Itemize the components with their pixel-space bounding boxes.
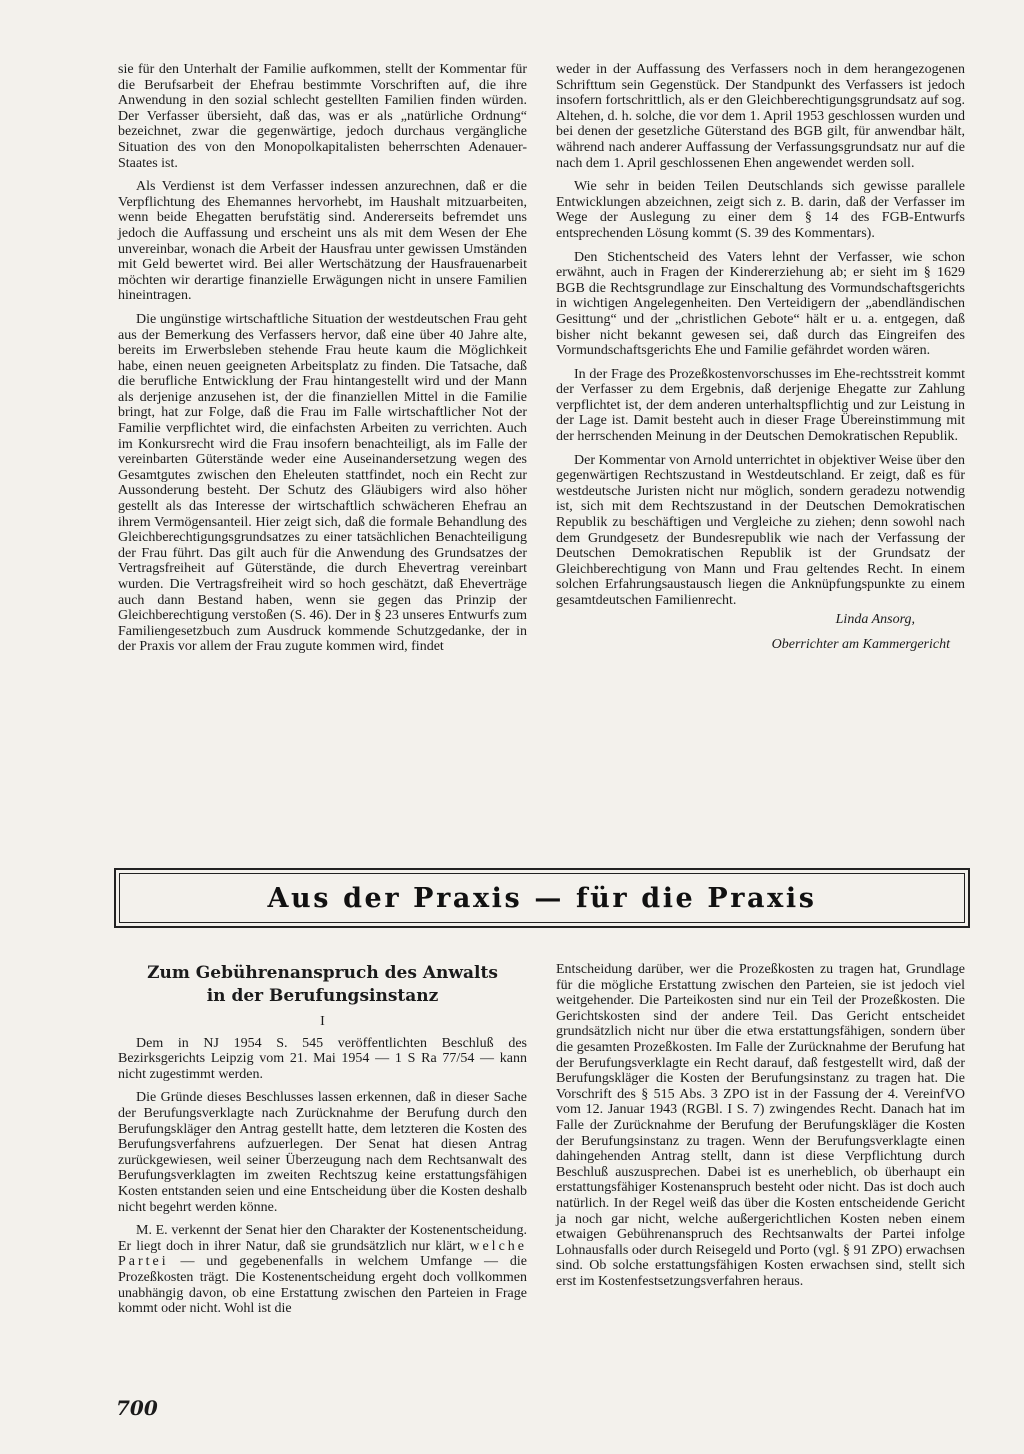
paragraph bbox=[118, 1223, 527, 1317]
paragraph: weder in der Auffassung des Verfassers noch in dem herangezogenen Schrifttum sein Gegenstück. Der Standpunkt des Verfassers ist jedoch insofern fortschrittlich, als er den Gleichberechtigungsgrundsatz auf sog. Altehen, d. h. solche, die vor dem 1. April 1953 geschlossen wurden und bei denen der gesetzliche Güterstand des BGB gilt, für anwendbar hält, während nach anderer Auffassung der Verfassungsgrundsatz nur auf die nach dem 1. April geschlossenen Ehen angewendet werden soll. bbox=[556, 62, 965, 171]
text-run: — und gegebenenfalls in welchem Umfange — die Prozeßkosten trägt. Die Kostenentscheidung ergeht doch vollkommen unabhängig davon, ob eine Erstattung zwischen den Parteien in Frage kommt oder nicht. Wohl ist die bbox=[118, 1254, 528, 1317]
page-number: 700 bbox=[116, 1396, 158, 1420]
paragraph: Die ungünstige wirtschaftliche Situation der westdeutschen Frau geht aus der Bemerkung des Verfassers hervor, daß eine über 40 Jahre alte, bereits im Erwerbsleben stehende Frau heute kaum die Möglichkeit habe, einen neuen geeigneten Arbeitsplatz zu finden. Die Tatsache, daß die berufliche Entwicklung der Frau hintangestellt wird und der Mann als derjenige anzusehen ist, der die finanziellen Mittel in die Familie bringt, hat zur Folge, daß die Frau im Falle wirtschaftlicher Not der Familie verpflichtet wird, die einfachsten Arbeiten zu verrichten. Auch im Konkursrecht wird die Frau insofern benachteiligt, als im Falle der vereinbarten Güterstände weder eine Auseinandersetzung wegen des Gesamtgutes zwischen den Eheleuten stattfindet, noch ein Recht zur Aussonderung besteht. Der Schutz des Gläubigers wird also höher gestellt als das Interesse der wirtschaftlich schwächeren Ehefrau an ihrem Vermögensanteil. Hier zeigt sich, daß die formale Behandlung des Gleichberechtigungsgrundsatzes zu einer tatsächlichen Benachteiligung der Frau führt. Das gilt auch für die Anwendung des Grundsatzes der Vertragsfreiheit auf Güterstände, die durch Ehevertrag vereinbart wurden. Die Vertragsfreiheit wird so hoch geschätzt, daß Eheverträge auch dann Bestand haben, wenn sie gegen das Prinzip der Gleichberechtigung verstoßen (S. 46). Der in § 23 unseres Entwurfs zum Familiengesetzbuch zum Ausdruck kommende Schutzgedanke, der in der Praxis vor allem der Frau zugute kommen wird, findet bbox=[118, 311, 527, 655]
paragraph: In der Frage des Prozeßkostenvorschusses im Ehe-rechtsstreit kommt der Verfasser zu dem Ergebnis, daß derjenige Ehegatte zur Zahlung verpflichtet ist, der dem anderen unterhaltspflichtig und zur Leistung in der Lage ist. Damit besteht auch in dieser Frage Übereinstimmung mit der herrschenden Meinung in der Deutschen Demokratischen Republik. bbox=[556, 366, 965, 445]
paragraph: Dem in NJ 1954 S. 545 veröffentlichten Beschluß des Bezirksgerichts Leipzig vom 21. Mai 1954 — 1 S Ra 77/54 — kann nicht zugestimmt werden. bbox=[118, 1035, 527, 1082]
paragraph: Die Gründe dieses Beschlusses lassen erkennen, daß in dieser Sache der Berufungsverklagte nach Zurücknahme der Berufung durch den Berufungskläger den Antrag gestellt hatte, dem letzteren die Kosten des Berufungsverfahrens aufzuerlegen. Der Senat hat diesen Antrag zurückgewiesen, weil seiner Überzeugung nach dem Rechtsanwalt des Berufungsverklagten im zweiten Rechtszug keine erstattungsfähigen Kosten entstanden seien und eine Entscheidung über die Kosten deshalb nicht begehrt werden könne. bbox=[118, 1090, 527, 1215]
column-bottom-left bbox=[118, 962, 527, 1325]
text-run: M. E. verkennt der Senat hier den Charakter der Kostenentscheidung. Er liegt doch in ihrer Natur, daß sie grundsätzlich nur klärt, bbox=[118, 1223, 527, 1254]
paragraph: Wie sehr in beiden Teilen Deutschlands sich gewisse parallele Entwicklungen abzeichnen, zeigt sich z. B. darin, daß der Verfasser im Wege der Auslegung zu einer dem § 14 des FGB-Entwurfs entsprechenden Lösung kommt (S. 39 des Kommentars). bbox=[556, 179, 965, 241]
column-top-left bbox=[118, 62, 527, 663]
section-banner bbox=[114, 868, 970, 928]
article-title-line-1: Zum Gebührenanspruch des Anwalts bbox=[147, 963, 498, 983]
banner-title: Aus der Praxis — für die Praxis bbox=[267, 882, 817, 914]
paragraph: Entscheidung darüber, wer die Prozeßkosten zu tragen hat, Grundlage für die mögliche Erstattung zwischen den Parteien, sie ist jedoch viel weitgehender. Die Parteikosten sind nur ein Teil der Prozeßkosten. Die Gerichtskosten sind der andere Teil. Das Gericht entscheidet grundsätzlich nicht nur über die etwa erstattungsfähigen, sondern über die gesamten Prozeßkosten. Im Falle der Zurücknahme der Berufung hat der Berufungsverklagte ein Recht darauf, daß festgestellt wird, daß der Berufungskläger die Kosten der Berufungsinstanz zu tragen hat. Die Vorschrift des § 515 Abs. 3 ZPO ist in der Fassung der 4. VereinfVO vom 12. Januar 1943 (RGBl. I S. 7) zwingendes Recht. Danach hat im Falle der Zurücknahme der Berufung der Berufungskläger die Kosten der Berufungsinstanz zu tragen. Wenn der Berufungsverklagte einen dahingehenden Antrag stellt, dann ist diese Verpflichtung durch Beschluß auszusprechen. Dabei ist es unerheblich, ob überhaupt ein erstattungsfähiger Kostenanspruch besteht oder nicht. Das ist doch auch natürlich. In der Regel weiß das über die Kosten entscheidende Gericht ja noch gar nicht, welche außergerichtlichen Kosten neben einem etwaigen Gebührenanspruch des Rechtsanwalts der Partei infolge Lohnausfalls oder durch Reisegeld und Porto (vgl. § 91 ZPO) erwachsen sind. Ob solche erstattungsfähigen Kosten erwachsen sind, stellt sich erst im Kostenfestsetzungsverfahren heraus. bbox=[556, 962, 965, 1289]
column-bottom-right bbox=[556, 962, 965, 1297]
article-title-line-2: in der Berufungsinstanz bbox=[206, 986, 439, 1006]
signature-title: Oberrichter am Kammergericht bbox=[771, 636, 950, 652]
paragraph: sie für den Unterhalt der Familie aufkommen, stellt der Kommentar für die Berufsarbeit der Ehefrau bestimmte Vorschriften auf, die ihre Anwendung in den sozial schlecht gestellten Familien finden würden. Der Verfasser übersieht, daß das, was er als „natürliche Ordnung“ bezeichnet, zwar die gegenwärtige, jedoch durchaus vergängliche Situation des von den Monopolkapitalisten beherrschten Adenauer-Staates ist. bbox=[118, 62, 527, 171]
column-top-right bbox=[556, 62, 965, 661]
signature-name: Linda Ansorg, bbox=[835, 611, 915, 627]
article-title bbox=[118, 962, 527, 1008]
paragraph: Als Verdienst ist dem Verfasser indessen anzurechnen, daß er die Verpflichtung des Ehemannes hervorhebt, im Haushalt mitzuarbeiten, wenn beide Ehegatten berufstätig sind. Andererseits befremdet uns jedoch die Auffassung und erscheint uns als mit dem Wesen der Ehe unvereinbar, wonach die Arbeit der Hausfrau unter gewissen Umständen mit Geld bewertet wird. Bei aller Wertschätzung der Hausfrauenarbeit möchten wir derartige finanzielle Erwägungen nicht in unsere Familien hineintragen. bbox=[118, 179, 527, 304]
paragraph: Der Kommentar von Arnold unterrichtet in objektiver Weise über den gegenwärtigen Rechtszustand in Westdeutschland. Er zeigt, daß es für westdeutsche Juristen nicht nur möglich, sondern geradezu notwendig ist, sich mit dem Rechtszustand in der Deutschen Demokratischen Republik zu beschäftigen und Vergleiche zu ziehen; denn sowohl nach dem Grundgesetz der Bundesrepublik wie nach der Verfassung der Deutschen Demokratischen Republik ist der Grundsatz der Gleichberechtigung von Mann und Frau geltendes Recht. In einem solchen Erfahrungsaustausch liegen die Anknüpfungspunkte zu einem gesamtdeutschen Familienrecht. bbox=[556, 452, 965, 608]
section-number: I bbox=[320, 1014, 325, 1029]
emphasized-text: welche Partei bbox=[118, 1238, 528, 1270]
paragraph: Den Stichentscheid des Vaters lehnt der Verfasser, wie schon erwähnt, auch in Fragen der Kindererziehung ab; er sieht im § 1629 BGB die Rechtsgrundlage zur Einschaltung des Vormundschaftsgerichts in wichtigen Angelegenheiten. Den Verteidigern der „abendländischen Gesittung“ und der „christlichen Gebote“ hält er u. a. entgegen, daß bisher nicht bekannt gewesen sei, daß durch das Eingreifen des Vormundschaftsgerichts Ehe und Familie gefährdet worden wären. bbox=[556, 249, 965, 359]
